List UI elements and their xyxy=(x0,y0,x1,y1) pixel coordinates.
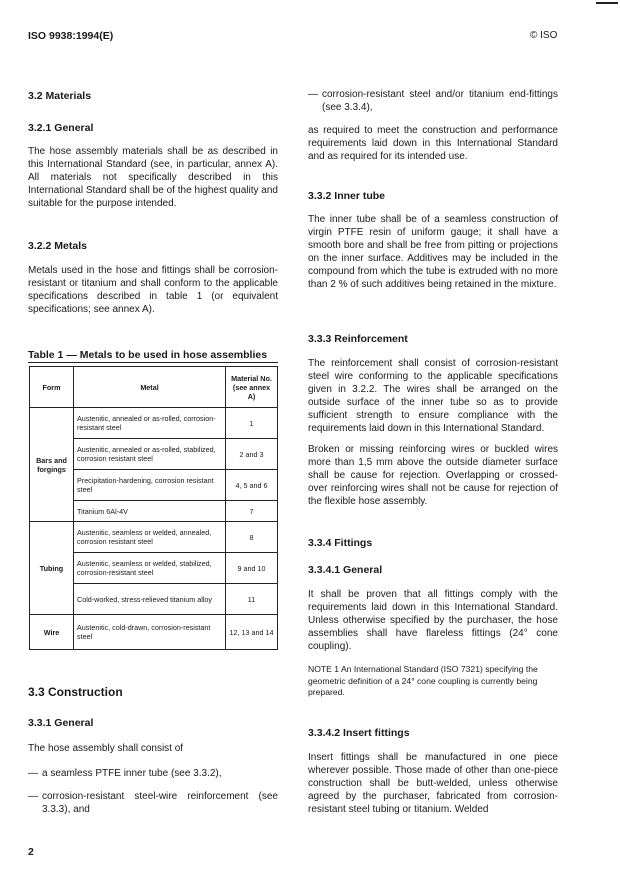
material-no-cell: 8 xyxy=(226,522,278,553)
metal-cell: Austenitic, annealed or as-rolled, stabilized, corrosion resistant steel xyxy=(74,439,226,470)
copyright-mark: © ISO xyxy=(530,30,558,41)
list-item: — corrosion-resistant steel and/or titanium end-fittings (see 3.3.4), xyxy=(308,89,558,113)
material-no-cell: 2 and 3 xyxy=(226,439,278,470)
metal-cell: Titanium 6Al-4V xyxy=(74,501,226,522)
section-3-3-3-title: 3.3.3 Reinforcement xyxy=(308,333,408,345)
section-3-3-4-1-text: It shall be proven that all fittings comply with the requirements laid down in this International Standard. Unless otherwise specified by the purchaser, the hose assemblies shall have flareless fittings (24° cone coupling). xyxy=(308,589,558,652)
section-3-2-title: 3.2 Materials xyxy=(28,90,92,102)
header-material-no: Material No. (see annex A) xyxy=(226,367,278,408)
section-3-3-1-text: The hose assembly shall consist of xyxy=(28,743,184,754)
continued-text: as required to meet the construction and performance requirements laid down in this International Standard and as required for its intended use. xyxy=(308,125,558,162)
table-row xyxy=(30,615,278,650)
section-3-3-4-2-text: Insert fittings shall be manufactured in one piece wherever possible. Those made of other than one-piece construction shall be butt-welded, unless otherwise agreed by the purchaser, fabricated from corrosion-resistant steel tubing or titanium. Welded xyxy=(308,752,558,815)
list-item: — a seamless PTFE inner tube (see 3.3.2), xyxy=(28,768,222,779)
section-3-2-2-title: 3.2.2 Metals xyxy=(28,240,87,252)
section-3-2-1-text: The hose assembly materials shall be as described in this International Standard (see, in particular, annex A). All materials not specifically described in this International Standard shall be of the highest quality and suitable for the purpose intended. xyxy=(28,146,278,209)
metal-cell: Austenitic, seamless or welded, annealed, corrosion resistant steel xyxy=(74,522,226,553)
material-no-cell: 12, 13 and 14 xyxy=(226,615,278,650)
corner-rule xyxy=(596,2,618,4)
metal-cell: Austenitic, seamless or welded, stabilized, corrosion-resistant steel xyxy=(74,553,226,584)
document-id: ISO 9938:1994(E) xyxy=(28,30,114,42)
table-row xyxy=(30,408,278,439)
material-no-cell: 4, 5 and 6 xyxy=(226,470,278,501)
section-3-3-3-text-2: Broken or missing reinforcing wires or buckled wires more than 1,5 mm above the outside diameter surface shall be cause for rejection. Overlapping or crossed-over reinforcing wires shall not be cause for rejection of the flexible hose assembly. xyxy=(308,444,558,507)
section-3-3-2-text: The inner tube shall be of a seamless construction of virgin PTFE resin of uniform gauge; it shall have a smooth bore and shall be free from pitting or projections on the inner surface. Additives may be included in the compound from which the tube is extruded with no more than 2 % of such additives being retained in the mixture. xyxy=(308,214,558,290)
section-3-3-3-text-1: The reinforcement shall consist of corrosion-resistant steel wire conforming to the applicable specifications given in 3.2.2. The wires shall be arranged on the outside surface of the inner tube so as to provide sufficient strength to ensure compliance with the requirements laid down in this International Standard. xyxy=(308,358,558,434)
section-3-3-title: 3.3 Construction xyxy=(28,685,123,699)
header-metal: Metal xyxy=(74,367,226,408)
construction-list xyxy=(28,767,278,816)
section-3-3-1-title: 3.3.1 General xyxy=(28,717,94,729)
metal-cell: Cold-worked, stress-relieved titanium alloy xyxy=(74,584,226,615)
section-3-3-4-1-title: 3.3.4.1 General xyxy=(308,564,383,576)
metal-cell: Precipitation-hardening, corrosion resistant steel xyxy=(74,470,226,501)
material-no-cell: 7 xyxy=(226,501,278,522)
section-3-2-1-title: 3.2.1 General xyxy=(28,122,94,134)
list-item: — corrosion-resistant steel-wire reinforcement (see 3.3.3), and xyxy=(28,791,278,815)
material-no-cell: 9 and 10 xyxy=(226,553,278,584)
material-no-cell: 1 xyxy=(226,408,278,439)
table-row xyxy=(30,522,278,553)
continued-list xyxy=(308,88,558,114)
metals-table xyxy=(29,366,278,650)
material-no-cell: 11 xyxy=(226,584,278,615)
metal-cell: Austenitic, annealed or as-rolled, corrosion-resistant steel xyxy=(74,408,226,439)
table-header-row xyxy=(30,367,278,408)
table-caption-rule xyxy=(28,362,278,363)
section-3-3-4-2-title: 3.3.4.2 Insert fittings xyxy=(308,727,410,739)
table-caption: Table 1 — Metals to be used in hose assemblies xyxy=(28,349,268,361)
form-tubing: Tubing xyxy=(30,522,74,615)
section-3-3-2-title: 3.3.2 Inner tube xyxy=(308,190,386,202)
metal-cell: Austenitic, cold-drawn, corrosion-resistant steel xyxy=(74,615,226,650)
page-number: 2 xyxy=(28,846,34,858)
metals-table-wrap xyxy=(29,366,278,650)
form-bars-forgings: Bars and forgings xyxy=(30,408,74,522)
note-1: NOTE 1 An International Standard (ISO 7321) specifying the geometric definition of a 24° cone coupling is currently being prepared. xyxy=(308,664,538,697)
section-3-3-4-title: 3.3.4 Fittings xyxy=(308,537,373,549)
section-3-2-2-text: Metals used in the hose and fittings shall be corrosion-resistant or titanium and shall conform to the applicable specifications described in table 1 (or equivalent specifications; see annex A). xyxy=(28,265,278,315)
form-wire: Wire xyxy=(30,615,74,650)
header-form: Form xyxy=(30,367,74,408)
